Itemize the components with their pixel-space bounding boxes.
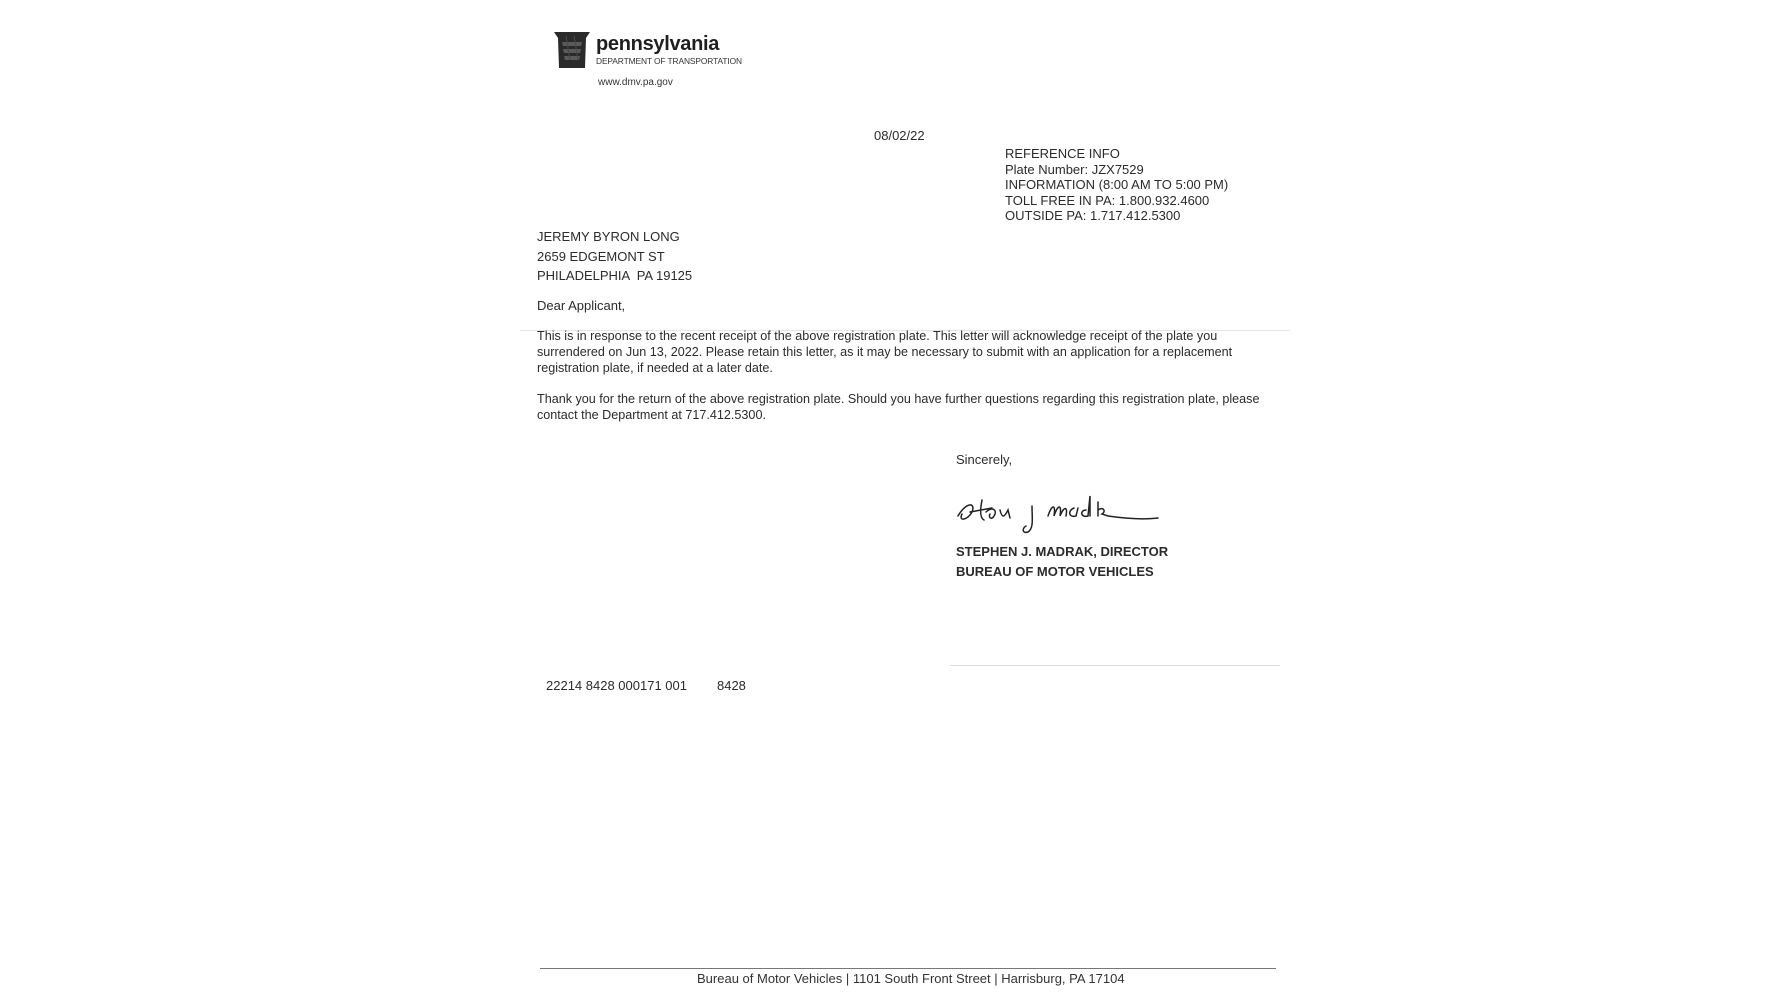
body-paragraph: This is in response to the recent receipt of the above registration plate. This letter will acknowledge receipt of the plate you surrendered on Jun 13, 2022. Please retain this letter, as it may be necessary to submit with an application for a replacement registration plate, if needed at a later date. [537, 329, 1233, 375]
salutation: Dear Applicant, [537, 298, 626, 313]
website-url: www.dmv.pa.gov [598, 77, 673, 88]
keystone-icon [552, 30, 592, 70]
reference-heading: REFERENCE INFO [1005, 146, 1120, 161]
reference-info [1005, 146, 1228, 224]
document-code [546, 678, 746, 693]
recipient-city: PHILADELPHIA PA 19125 [537, 268, 693, 283]
signer-bureau: BUREAU OF MOTOR VEHICLES [956, 563, 1154, 579]
closing: Sincerely, [956, 452, 1013, 467]
scan-artifact-line [950, 665, 1280, 666]
footer-address: Bureau of Motor Vehicles | 1101 South Front Street | Harrisburg, PA 17104 [697, 971, 1125, 986]
brand-name: pennsylvania [596, 33, 720, 55]
information-hours: INFORMATION (8:00 AM TO 5:00 PM) [1005, 177, 1229, 192]
body-paragraph: Thank you for the return of the above registration plate. Should you have further questions regarding this registration plate, please contact the Department at 717.412.5300. [537, 392, 1260, 422]
signer-block [956, 542, 1168, 581]
document-code-number: 22214 8428 000171 001 [546, 678, 687, 693]
outside-pa-number: OUTSIDE PA: 1.717.412.5300 [1005, 208, 1181, 223]
letter-date: 08/02/22 [874, 128, 925, 143]
document-code-suffix: 8428 [716, 678, 746, 693]
brand-subtitle: DEPARTMENT OF TRANSPORTATION [596, 56, 742, 66]
toll-free-number: TOLL FREE IN PA: 1.800.932.4600 [1005, 192, 1210, 208]
footer-divider [540, 968, 1276, 969]
recipient-address [537, 227, 692, 286]
plate-number: Plate Number: JZX7529 [1005, 161, 1144, 177]
recipient-street: 2659 EDGEMONT ST [537, 248, 665, 264]
signer-name: STEPHEN J. MADRAK, DIRECTOR [956, 544, 1169, 559]
recipient-name: JEREMY BYRON LONG [537, 229, 680, 244]
handwritten-signature [952, 488, 1162, 538]
